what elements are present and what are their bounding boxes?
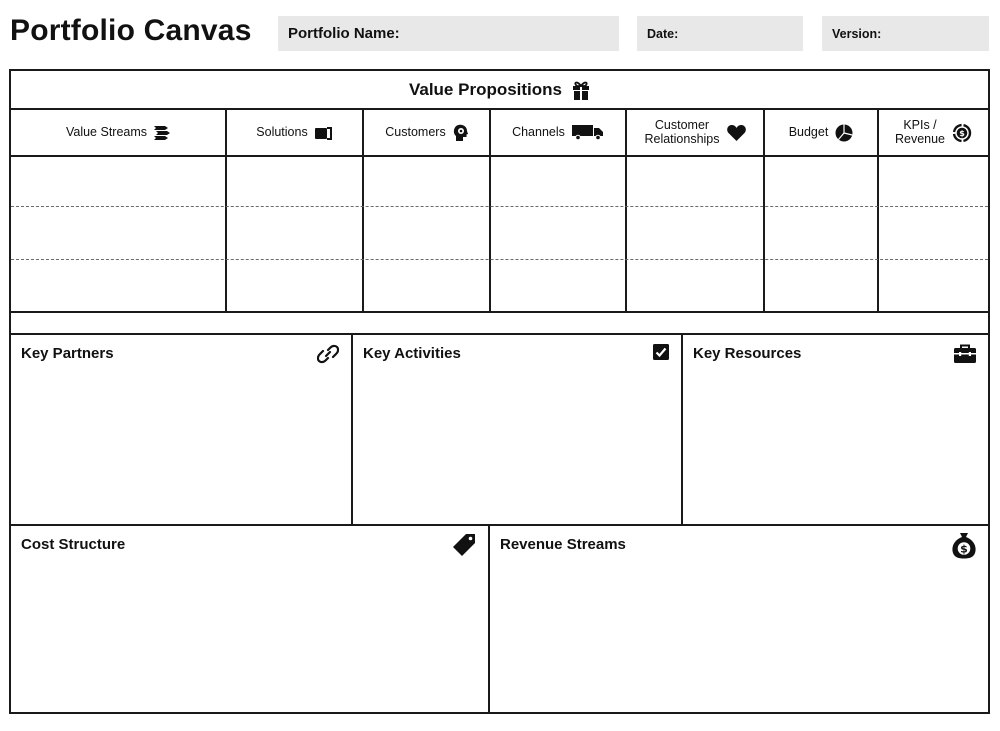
column-label: Customer Relationships	[644, 118, 720, 146]
column-label: Solutions	[256, 124, 308, 139]
key-partners-title: Key Partners	[21, 345, 114, 362]
svg-text:$: $	[960, 542, 968, 556]
dollar-cycle-icon	[952, 123, 972, 143]
canvas-frame	[9, 69, 990, 714]
column-label: Value Streams	[65, 124, 148, 139]
head-gear-icon	[453, 124, 468, 141]
svg-text:$: $	[959, 128, 965, 138]
price-tag-icon	[452, 533, 476, 557]
date-field[interactable]	[637, 16, 803, 51]
value-propositions-title: Value Propositions	[408, 80, 563, 99]
column-solutions	[227, 109, 362, 156]
version-label: Version:	[832, 26, 882, 41]
column-customer-relationships	[627, 109, 763, 156]
link-icon	[317, 344, 339, 364]
portfolio-name-field[interactable]	[278, 16, 619, 51]
pie-chart-icon	[835, 124, 853, 142]
cost-structure-section[interactable]	[11, 525, 488, 712]
column-label: Budget	[788, 124, 829, 139]
checkbox-icon	[653, 344, 669, 360]
key-partners-section[interactable]	[11, 334, 351, 524]
value-propositions-header	[11, 71, 988, 109]
dashed-guide-line	[11, 259, 988, 260]
date-label: Date:	[647, 26, 679, 41]
column-budget	[765, 109, 877, 156]
key-activities-section[interactable]	[353, 334, 681, 524]
toolbox-icon	[954, 344, 976, 363]
gift-icon	[572, 80, 590, 100]
column-customers	[364, 109, 489, 156]
column-channels	[491, 109, 625, 156]
version-field[interactable]	[822, 16, 989, 51]
column-value-streams	[11, 109, 225, 156]
key-resources-title: Key Resources	[693, 345, 802, 362]
truck-icon	[572, 125, 604, 140]
column-label: KPIs / Revenue	[894, 118, 946, 146]
column-kpis-revenue	[879, 109, 988, 156]
heart-icon	[727, 124, 746, 141]
money-bag-icon	[952, 532, 976, 559]
value-streams-icon	[154, 126, 170, 140]
column-label: Channels	[512, 124, 565, 139]
dashed-guide-line	[11, 206, 988, 207]
revenue-streams-section[interactable]	[490, 525, 988, 712]
portfolio-name-label: Portfolio Name:	[288, 25, 400, 42]
key-activities-title: Key Activities	[363, 345, 461, 362]
page-title: Portfolio Canvas	[10, 14, 252, 47]
revenue-streams-title: Revenue Streams	[500, 536, 626, 553]
column-label: Customers	[385, 124, 446, 139]
solutions-icon	[315, 126, 333, 140]
cost-structure-title: Cost Structure	[21, 536, 126, 553]
key-resources-section[interactable]	[683, 334, 988, 524]
